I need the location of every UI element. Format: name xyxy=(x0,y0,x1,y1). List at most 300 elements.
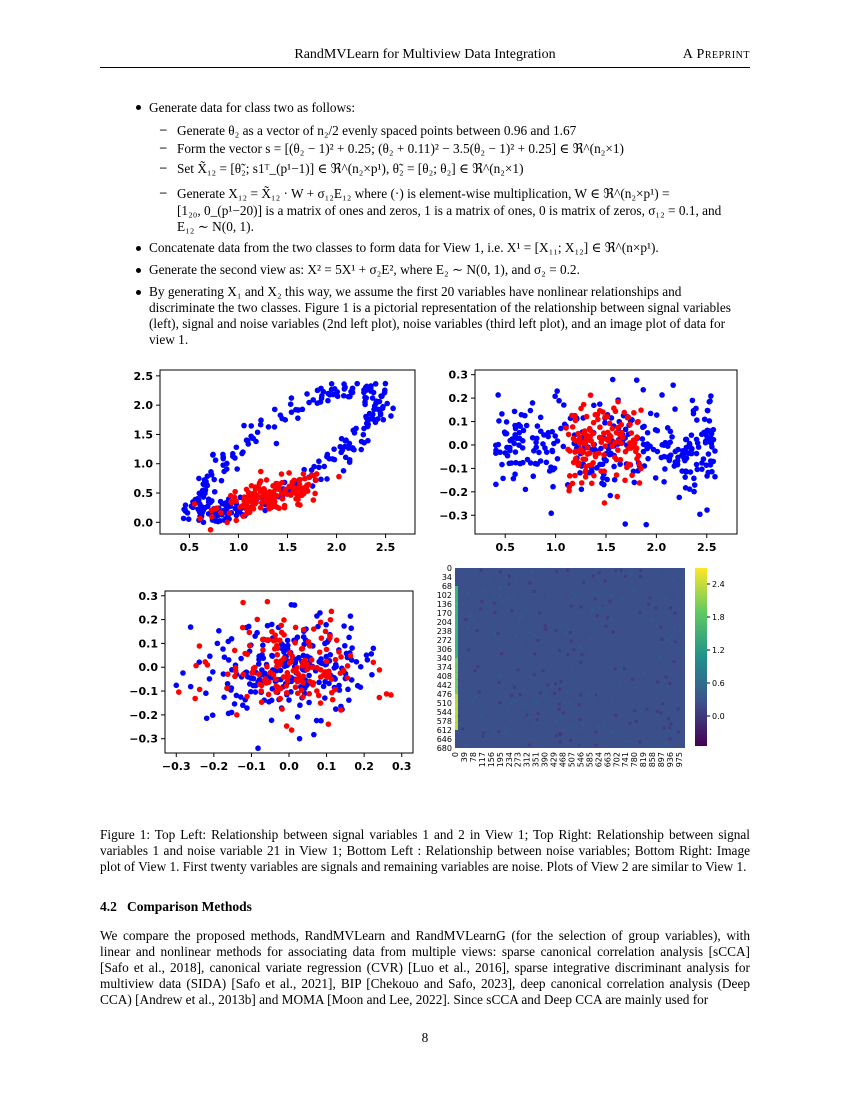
scatter-point xyxy=(551,441,557,447)
scatter-point xyxy=(567,473,573,479)
scatter-point xyxy=(645,441,651,447)
scatter-point xyxy=(544,449,550,455)
scatter-point xyxy=(512,432,518,438)
heatmap-cell xyxy=(524,608,527,611)
heatmap-x-tick: 156 xyxy=(486,752,496,768)
heatmap-cell xyxy=(476,665,479,668)
scatter-point xyxy=(309,657,315,663)
scatter-point xyxy=(609,426,615,432)
heatmap-x-tick: 546 xyxy=(576,752,586,768)
heatmap-cell xyxy=(536,639,539,642)
bullet-second-view: Generate the second view as: X² = 5X¹ + σ₂E², where E₂ ∼ N(0, 1), and σ₂ = 0.2. xyxy=(149,262,580,277)
scatter-point xyxy=(338,654,344,660)
scatter-point xyxy=(292,640,298,646)
heatmap-background xyxy=(455,568,685,748)
heatmap-cell xyxy=(563,728,566,731)
heatmap-cell xyxy=(507,597,510,600)
scatter-point xyxy=(577,437,583,443)
scatter-point xyxy=(704,473,710,479)
scatter-point xyxy=(319,393,325,399)
scatter-point xyxy=(307,475,313,481)
heatmap-x-tick: 39 xyxy=(459,752,469,763)
scatter-point xyxy=(259,652,265,658)
heatmap-cell xyxy=(656,710,659,713)
scatter-point xyxy=(211,477,217,483)
scatter-point xyxy=(388,413,394,419)
scatter-point xyxy=(535,423,541,429)
heatmap-y-tick: 0 xyxy=(446,564,452,573)
scatter-point xyxy=(282,487,288,493)
scatter-point xyxy=(583,441,589,447)
heatmap-cell xyxy=(544,624,547,627)
heatmap-signal-cell xyxy=(455,701,458,708)
heatmap-signal-cell xyxy=(455,694,458,701)
scatter-point xyxy=(254,617,260,623)
scatter-point xyxy=(381,417,387,423)
y-tick-label: 0.1 xyxy=(448,415,468,429)
heatmap-cell xyxy=(620,569,623,572)
scatter-point xyxy=(270,490,276,496)
heatmap-cell xyxy=(671,635,674,638)
heatmap-cell xyxy=(559,740,562,743)
heatmap-cell xyxy=(569,631,572,634)
scatter-point xyxy=(573,448,579,454)
heatmap-cell xyxy=(620,668,623,671)
heatmap-y-tick: 306 xyxy=(436,645,452,654)
scatter-point xyxy=(293,625,299,631)
scatter-point xyxy=(329,676,335,682)
scatter-point xyxy=(549,448,555,454)
heatmap-cell xyxy=(597,726,600,729)
colorbar xyxy=(695,568,707,746)
heatmap-cell xyxy=(596,614,599,617)
bullet-by-generating-line4: view 1. xyxy=(149,332,189,347)
scatter-point xyxy=(232,489,238,495)
scatter-point xyxy=(315,388,321,394)
scatter-point xyxy=(240,625,246,631)
heatmap-cell xyxy=(592,608,595,611)
heatmap-cell xyxy=(602,723,605,726)
y-tick-label: 0.0 xyxy=(138,661,158,675)
scatter-point xyxy=(634,377,640,383)
scatter-point xyxy=(637,480,643,486)
heatmap-cell xyxy=(465,745,468,748)
heatmap-signal-cell xyxy=(455,672,458,679)
scatter-point xyxy=(640,436,646,442)
heatmap-cell xyxy=(669,722,672,725)
scatter-point xyxy=(235,509,241,515)
scatter-point xyxy=(665,425,671,431)
scatter-point xyxy=(210,452,216,458)
scatter-point xyxy=(297,486,303,492)
scatter-point xyxy=(297,736,303,742)
scatter-point xyxy=(330,697,336,703)
x-tick-label: 1.5 xyxy=(596,541,616,554)
heatmap-cell xyxy=(507,708,510,711)
heatmap-cell xyxy=(510,609,513,612)
heatmap-y-tick: 170 xyxy=(436,609,452,618)
y-tick-label: −0.1 xyxy=(439,462,468,476)
heatmap-cell xyxy=(665,597,668,600)
heatmap-cell xyxy=(571,591,574,594)
scatter-point xyxy=(670,382,676,388)
scatter-point xyxy=(614,494,620,500)
scatter-point xyxy=(378,410,384,416)
scatter-point xyxy=(512,409,518,415)
scatter-point xyxy=(277,696,283,702)
scatter-point xyxy=(220,646,226,652)
scatter-point xyxy=(621,410,627,416)
header-title: RandMVLearn for Multiview Data Integration xyxy=(294,47,556,62)
scatter-point xyxy=(600,409,606,415)
scatter-point xyxy=(260,642,266,648)
scatter-point xyxy=(690,398,696,404)
scatter-point xyxy=(246,508,252,514)
scatter-point xyxy=(301,627,307,633)
scatter-point xyxy=(603,443,609,449)
scatter-point xyxy=(371,659,377,665)
scatter-point xyxy=(509,460,515,466)
scatter-signal-noise xyxy=(440,364,740,554)
scatter-point xyxy=(694,467,700,473)
scatter-point xyxy=(332,687,338,693)
heatmap-cell xyxy=(533,590,536,593)
heatmap-cell xyxy=(514,700,517,703)
scatter-point xyxy=(266,504,272,510)
scatter-point xyxy=(202,659,208,665)
scatter-point xyxy=(538,415,544,421)
scatter-point xyxy=(530,400,536,406)
scatter-point xyxy=(294,665,300,671)
scatter-point xyxy=(316,680,322,686)
scatter-point xyxy=(258,469,264,475)
scatter-point xyxy=(253,689,259,695)
scatter-point xyxy=(240,600,246,606)
heatmap-cell xyxy=(515,634,518,637)
scatter-point xyxy=(493,447,499,453)
scatter-point xyxy=(224,685,230,691)
scatter-point xyxy=(197,516,203,522)
scatter-point xyxy=(600,461,606,467)
heatmap-cell xyxy=(645,708,648,711)
heatmap-cell xyxy=(511,718,514,721)
x-tick-label: 2.0 xyxy=(646,541,667,554)
scatter-point xyxy=(227,510,233,516)
bullet-by-generating-line1: By generating X₁ and X₂ this way, we assume the first 20 variables have nonlinear relationships and xyxy=(149,284,682,299)
scatter-point xyxy=(504,419,510,425)
scatter-point xyxy=(284,690,290,696)
running-header xyxy=(100,47,750,68)
y-tick-label: 0.3 xyxy=(448,368,468,382)
scatter-point xyxy=(348,613,354,619)
scatter-point xyxy=(583,474,589,480)
heatmap-cell xyxy=(527,631,530,634)
heatmap-cell xyxy=(493,731,496,734)
heatmap-cell xyxy=(614,569,617,572)
heatmap-cell xyxy=(564,632,567,635)
heatmap-cell xyxy=(590,650,593,653)
scatter-point xyxy=(233,498,239,504)
scatter-point xyxy=(347,441,353,447)
scatter-point xyxy=(346,697,352,703)
heatmap-cell xyxy=(474,669,477,672)
scatter-point xyxy=(615,399,621,405)
scatter-point xyxy=(522,413,528,419)
scatter-point xyxy=(269,622,275,628)
scatter-point xyxy=(523,487,529,493)
scatter-point xyxy=(499,411,505,417)
heatmap-cell xyxy=(592,574,595,577)
colorbar-label: 1.2 xyxy=(712,646,725,655)
scatter-point xyxy=(561,444,567,450)
section-title: Comparison Methods xyxy=(127,899,252,914)
scatter-point xyxy=(295,714,301,720)
scatter-point xyxy=(279,480,285,486)
scatter-point xyxy=(311,626,317,632)
heatmap-cell xyxy=(496,632,499,635)
scatter-point xyxy=(373,401,379,407)
scatter-point xyxy=(232,648,238,654)
scatter-point xyxy=(382,390,388,396)
scatter-point xyxy=(281,617,287,623)
scatter-point xyxy=(512,471,518,477)
scatter-point xyxy=(712,474,718,480)
scatter-point xyxy=(573,456,579,462)
scatter-point xyxy=(266,692,272,698)
heatmap-y-tick: 204 xyxy=(436,618,452,627)
heatmap-cell xyxy=(568,702,571,705)
scatter-point xyxy=(631,480,637,486)
scatter-point xyxy=(606,438,612,444)
scatter-point xyxy=(354,381,360,387)
y-tick-label: −0.3 xyxy=(129,732,158,746)
heatmap-cell xyxy=(544,628,547,631)
scatter-point xyxy=(499,462,505,468)
colorbar-label: 1.8 xyxy=(712,613,725,622)
scatter-point xyxy=(321,464,327,470)
scatter-point xyxy=(257,682,263,688)
scatter-point xyxy=(221,694,227,700)
heatmap-cell xyxy=(525,714,528,717)
scatter-point xyxy=(278,623,284,629)
heatmap-cell xyxy=(661,638,664,641)
heatmap-signal-cell xyxy=(455,680,458,687)
y-tick-label: −0.1 xyxy=(129,685,158,699)
scatter-point xyxy=(634,456,640,462)
scatter-point xyxy=(638,407,644,413)
scatter-point xyxy=(615,425,621,431)
heatmap-cell xyxy=(497,730,500,733)
scatter-point xyxy=(336,649,342,655)
scatter-point xyxy=(273,689,279,695)
heatmap-cell xyxy=(594,731,597,734)
heatmap-cell xyxy=(618,684,621,687)
scatter-noise-vars xyxy=(125,585,425,775)
heatmap-cell xyxy=(614,714,617,717)
scatter-point xyxy=(563,425,569,431)
sub-bullet-theta: Generate θ₂ as a vector of n₂/2 evenly spaced points between 0.96 and 1.67 xyxy=(177,123,577,138)
scatter-point xyxy=(329,609,335,615)
heatmap-cell xyxy=(480,600,483,603)
scatter-point xyxy=(279,471,285,477)
y-tick-label: −0.2 xyxy=(129,708,158,722)
heatmap-cell xyxy=(681,576,684,579)
scatter-point xyxy=(272,407,278,413)
scatter-point xyxy=(345,675,351,681)
scatter-point xyxy=(215,641,221,647)
scatter-point xyxy=(602,500,608,506)
scatter-point xyxy=(301,471,307,477)
heatmap-cell xyxy=(464,618,467,621)
scatter-point xyxy=(260,647,266,653)
scatter-point xyxy=(279,706,285,712)
heatmap-cell xyxy=(513,686,516,689)
heatmap-cell xyxy=(546,684,549,687)
heatmap-cell xyxy=(559,593,562,596)
scatter-point xyxy=(377,667,383,673)
heatmap-cell xyxy=(553,692,556,695)
heatmap-cell xyxy=(480,714,483,717)
scatter-point xyxy=(343,455,349,461)
scatter-point xyxy=(280,496,286,502)
heatmap-cell xyxy=(628,740,631,743)
scatter-point xyxy=(258,417,264,423)
scatter-point xyxy=(337,444,343,450)
scatter-point xyxy=(212,489,218,495)
x-tick-label: 0.5 xyxy=(179,541,200,554)
scatter-point xyxy=(210,669,216,675)
heatmap-cell xyxy=(562,711,565,714)
scatter-point xyxy=(694,417,700,423)
scatter-point xyxy=(575,462,581,468)
scatter-point xyxy=(708,458,714,464)
heatmap-y-tick: 544 xyxy=(436,708,452,717)
scatter-point xyxy=(544,460,550,466)
scatter-point xyxy=(672,406,678,412)
heatmap-cell xyxy=(677,703,680,706)
scatter-point xyxy=(579,487,585,493)
scatter-point xyxy=(288,401,294,407)
heatmap-cell xyxy=(528,582,531,585)
heatmap-cell xyxy=(631,678,634,681)
scatter-point xyxy=(573,418,579,424)
scatter-point xyxy=(324,658,330,664)
scatter-point xyxy=(346,635,352,641)
heatmap-cell xyxy=(493,632,496,635)
heatmap-cell xyxy=(677,730,680,733)
scatter-point xyxy=(318,674,324,680)
scatter-point xyxy=(530,435,536,441)
scatter-point xyxy=(358,447,364,453)
heatmap-cell xyxy=(582,581,585,584)
scatter-point xyxy=(548,464,554,470)
scatter-point xyxy=(322,695,328,701)
heatmap-cell xyxy=(639,569,642,572)
heatmap-x-tick: 702 xyxy=(612,752,622,768)
scatter-point xyxy=(286,697,292,703)
heatmap-cell xyxy=(467,648,470,651)
scatter-point xyxy=(281,632,287,638)
heatmap-cell xyxy=(536,712,539,715)
scatter-point xyxy=(611,405,617,411)
scatter-point xyxy=(282,505,288,511)
scatter-point xyxy=(318,660,324,666)
scatter-point xyxy=(230,451,236,457)
heatmap-cell xyxy=(544,690,547,693)
scatter-point xyxy=(672,449,678,455)
scatter-point xyxy=(565,447,571,453)
scatter-point xyxy=(684,437,690,443)
scatter-point xyxy=(302,658,308,664)
scatter-point xyxy=(264,680,270,686)
x-tick-label: 2.0 xyxy=(326,541,347,554)
scatter-point xyxy=(241,423,247,429)
scatter-point xyxy=(311,497,317,503)
heatmap-cell xyxy=(612,730,615,733)
scatter-point xyxy=(316,458,322,464)
scatter-point xyxy=(295,407,301,413)
heatmap-cell xyxy=(476,629,479,632)
scatter-point xyxy=(604,414,610,420)
scatter-point xyxy=(692,482,698,488)
heatmap-cell xyxy=(569,739,572,742)
scatter-point xyxy=(517,461,523,467)
scatter-point xyxy=(676,495,682,501)
scatter-point xyxy=(247,681,253,687)
heatmap-cell xyxy=(660,712,663,715)
heatmap-cell xyxy=(499,701,502,704)
heatmap-cell xyxy=(610,594,613,597)
heatmap-cell xyxy=(668,726,671,729)
heatmap-x-tick: 390 xyxy=(540,752,550,768)
heatmap-signal-cell xyxy=(455,723,458,730)
x-tick-label: 0.5 xyxy=(495,541,515,554)
heatmap-cell xyxy=(579,693,582,696)
heatmap-cell xyxy=(668,682,671,685)
heatmap-cell xyxy=(665,676,668,679)
scatter-point xyxy=(648,411,654,417)
heatmap-cell xyxy=(510,702,513,705)
heatmap-cell xyxy=(492,596,495,599)
sub-bullet-generate-x-line1: Generate X₁₂ = X̃₁₂ · W + σ₁₂E₁₂ where (·) is element-wise multiplication, W ∈ ℜ^(n₂×p¹) = xyxy=(177,186,670,201)
scatter-point xyxy=(622,521,628,527)
heatmap-x-tick: 936 xyxy=(666,752,676,768)
scatter-point xyxy=(286,470,292,476)
scatter-point xyxy=(339,436,345,442)
scatter-point xyxy=(325,398,331,404)
heatmap-cell xyxy=(577,727,580,730)
scatter-point xyxy=(380,405,386,411)
scatter-point xyxy=(591,431,597,437)
scatter-point xyxy=(203,487,209,493)
scatter-point xyxy=(338,450,344,456)
scatter-point xyxy=(196,476,202,482)
scatter-point xyxy=(579,480,585,486)
scatter-point xyxy=(263,499,269,505)
scatter-point xyxy=(326,456,332,462)
scatter-point xyxy=(625,415,631,421)
scatter-point xyxy=(306,482,312,488)
heatmap-x-tick: 351 xyxy=(531,752,541,768)
heatmap-cell xyxy=(566,626,569,629)
heatmap-cell xyxy=(677,708,680,711)
heatmap-cell xyxy=(610,699,613,702)
heatmap-cell xyxy=(558,649,561,652)
heatmap-signal-cell xyxy=(455,644,458,651)
heatmap-cell xyxy=(494,611,497,614)
scatter-point xyxy=(584,414,590,420)
scatter-point xyxy=(566,432,572,438)
